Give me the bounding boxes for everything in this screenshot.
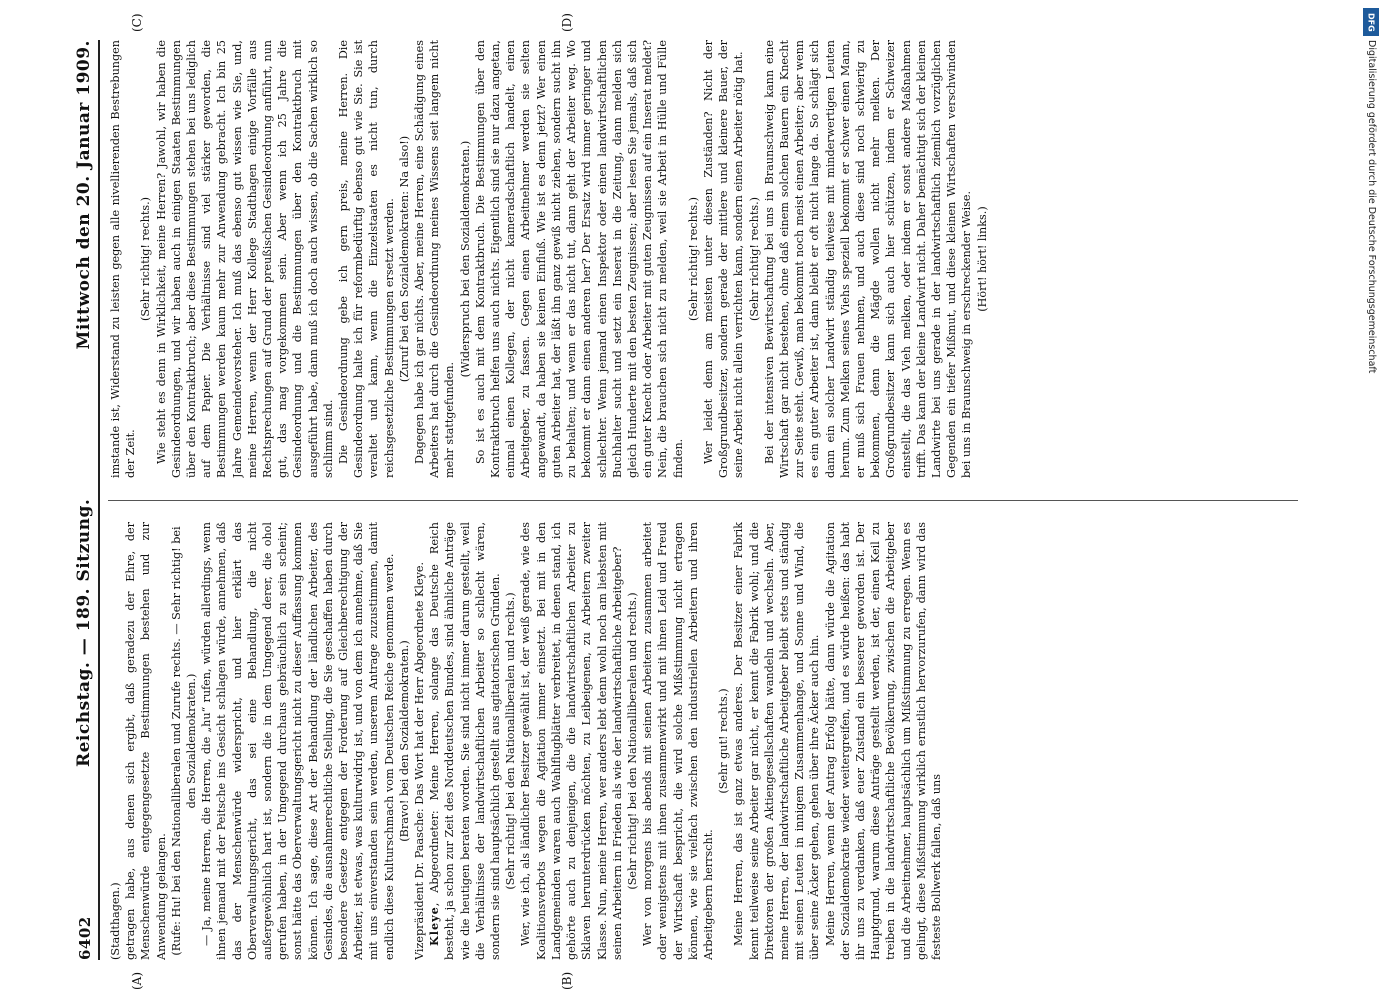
margin-marker-b: (B)	[560, 971, 574, 990]
right-column	[108, 40, 1308, 478]
paragraph: — Ja, meine Herren, die Herren, die „hu“ rufen, würden allerdings, wenn ihnen jemand mit der Peitsche ins Gesicht schlagen würde, annehmen, daß das der Menschenwürde widerspricht, und hier erklärt das Oberverwaltungsgericht, das sei eine Behandlung, die nicht außergewöhnlich hart ist, sondern die in dem Umgegend derer, die ohol gerufen haben, in der Umgegend durchaus gebräuchlich zu sein scheint; sonst hätte das Oberverwaltungsgericht nicht zu dieser Auffassung kommen können. Ich sage, diese Art der Behandlung der ländlichen Arbeiter, des Gesindes, die ausnahmerechtliche Stellung, die Sie geschaffen haben durch besondere Gesetze entgegen der Forderung auf Gleichberechtigung der Arbeiter, ist etwas, was kulturwidrig ist, und von dem ich annehme, daß Sie mit uns einverstanden sein werden, unserem Antrage zuzustimmen, damit endlich diese Kulturschmach vom Deutschen Reiche genommen werde.	[200, 522, 396, 960]
column-divider	[108, 500, 1298, 501]
interjection: (Sehr richtig! rechts.)	[747, 196, 761, 322]
header-title: Reichstag. — 189. Sitzung.	[74, 498, 94, 768]
page-number: 6402	[76, 916, 94, 960]
paragraph: Wer leidet denn am meisten unter diesen Zuständen? Nicht der Großgrundbesitzer, sondern gerade der mittlere und kleinere Bauer, der seine Arbeit nicht allein verrichten kann, sondern einen Arbeiter nötig hat.	[701, 40, 746, 478]
paragraph: Wer von morgens bis abends mit seinen Arbeitern zusammen arbeitet oder wenigstens mit ihnen zusammenwirkt und mit ihnen Leid und Freud der Wirtschaft bespricht, die wird solche Mißstimmung nicht ertragen können, wie sie vielfach zwischen den industriellen Arbeitern und ihren Arbeitgebern herrscht.	[641, 522, 715, 960]
header-rule	[98, 40, 100, 960]
paragraph: Dagegen habe ich gar nichts. Aber, meine Herren, eine Schädigung eines Arbeiters hat durch die Gesindeordnung meines Wissens seit langem nicht mehr stattgefunden.	[413, 40, 457, 478]
paragraph: getragen habe, aus denen sich ergibt, daß geradezu der Ehre, der Menschenwürde entgegengesetzte Bestimmungen bestehen und zur Anwendung gelangen.	[124, 522, 168, 960]
interjection: (Zuruf bei den Sozialdemokraten: Na also!)	[397, 135, 411, 383]
page-header	[60, 40, 94, 960]
margin-marker-d: (D)	[560, 13, 574, 32]
left-column	[108, 522, 1308, 960]
page-content	[60, 13, 1330, 990]
interjection: (Rufe: Hu! bei den Nationalliberalen und Zurufe rechts. — Sehr richtig! bei den Sozialdemokraten.)	[169, 526, 199, 956]
margin-marker-c: (C)	[130, 13, 144, 32]
header-date: Mittwoch den 20. Januar 1909.	[74, 40, 94, 350]
paragraph: Die Gesindeordnung gebe ich gern preis, meine Herren. Die Gesindeordnung halte ich für reformbedürftig ebenso gut wie Sie. Sie ist veraltet und kann, wenn die Einzelstaaten es nicht tun, durch reichsgesetzliche Bestimmungen ersetzt werden.	[337, 40, 396, 478]
speaker-name: Kleye	[427, 906, 442, 946]
interjection: (Hört! hört! links.)	[975, 206, 989, 312]
interjection: (Bravo! bei den Sozialdemokraten.)	[397, 640, 411, 842]
paragraph: Wer, wie ich, als ländlicher Besitzer gewählt ist, der weiß gerade, wie des Koalitionsverbots wegen die Agitation immer einsetzt. Bei mit in den Landgemeinden waren auch Wahlflugblätter verbreitet, in denen stand, ich gehörte auch zu denjenigen, die die landwirtschaftlichen Arbeiter zu Sklaven herunterdrücken möchten, zu Leibeigenen, zu Arbeitern zweiter Klasse. Nun, meine Herren, wer anders lebt denn wohl noch am liebsten mit seinen Arbeitern in Frieden als wie der landwirtschaftliche Arbeitgeber?	[519, 522, 624, 960]
speaker-announcement: Vizepräsident Dr. Paasche: Das Wort hat der Herr Abgeordnete Kleye.	[413, 561, 427, 960]
paragraph: Wie steht es denn in Wirklichkeit, meine Herren? Jawohl, wir haben die Gesindeordnungen, und wir haben auch in einigen Staaten Bestimmungen über den Kontraktbruch; aber diese Bestimmungen stehen bei uns lediglich auf dem Papier. Die Verhältnisse sind viel stärker geworden, die Bestimmungen werden kaum mehr zur Anwendung gebracht. Ich bin 25 Jahre Gemeindevorsteher. Ich muß das ebenso gut wissen wie Sie, und, meine Herren, wenn der Herr Kollege Stadthagen einige Vorfälle aus Rechtsprechungen auf Grund der preußischen Gesindeordnung anführt, nun gut, das mag vorgekommen sein. Aber wenn ich 25 Jahre die Gesindeordnung und die Bestimmungen über den Kontraktbruch mit ausgeführt habe, dann muß ich doch auch wissen, ob die Sachen wirklich so schlimm sind.	[154, 40, 335, 478]
paragraph: Meine Herren, das ist ganz etwas anderes. Der Besitzer einer Fabrik kennt teilweise seine Arbeiter gar nicht, er kennt die Fabrik wohl; und die Direktoren der großen Aktiengesellschaften wandeln und wechseln. Aber, meine Herren, der landwirtschaftliche Arbeitgeber bleibt stets und ständig mit seinen Leuten in innigem Zusammenhange, und Sonne und Wind, die über seine Äcker gehen, gehen über ihre Äcker auch hin.	[732, 522, 822, 960]
margin-marker-a: (A)	[130, 971, 144, 990]
paragraph: Bei der intensiven Bewirtschaftung bei uns in Braunschweig kann eine Wirtschaft gar nicht bestehen, ohne daß einem solchen Bauern ein Knecht zur Seite steht. Gewiß, man bekommt noch meist einen Arbeiter; aber wenn es ein guter Arbeiter ist, dann bleibt er oft nicht lange da. So schlägt sich dann ein solcher Landwirt ständig teilweise mit minderwertigen Leuten herum. Zum Melken seines Viehs speziell bekommt er schwer einen Mann, er muß sich Frauen nehmen, und auch diese sind noch schwierig zu bekommen, denn die Mägde wollen nicht mehr melken. Der Großgrundbesitzer kann sich auch hier schützen, indem er Schweizer einstellt, die das Vieh melken, oder indem er sonst andere Maßnahmen trifft. Das kann der kleine Landwirt nicht. Daher bemächtigt sich der kleinen Landwirte bei uns gerade in der landwirtschaftlich ziemlich vorzüglichen Gegenden ein tiefer Mißmut, und diese kleinen Wirtschaften verschwinden bei uns in Braunschweig in erschreckender Weise.	[762, 40, 974, 478]
interjection: (Widerspruch bei den Sozialdemokraten.)	[458, 140, 472, 378]
paragraph: imstande ist, Widerstand zu leisten gegen alle nivellierenden Bestrebungen der Zeit.	[109, 40, 138, 478]
paragraph: So ist es auch mit dem Kontraktbruch. Die Bestimmungen über den Kontraktbruch helfen uns auch nichts. Eigentlich sind sie nur dazu angetan, einmal einen Kollegen, der nicht kameradschaftlich handelt, einen Arbeitgeber, zu fassen. Gegen einen Arbeitnehmer werden sie selten angewandt, da haben sie keinen Einfluß. Wie ist es denn jetzt? Wer einen guten Arbeiter hat, der läßt ihn ganz gewiß nicht ziehen, sondern sucht ihn zu behalten; und wenn er das nicht tut, dann geht der Arbeiter weg. Wo bekommt er dann einen anderen her? Der Ersatz wird immer geringer und schlechter. Wenn jemand einen Inspektor oder einen landwirtschaftlichen Buchhalter sucht und setzt ein Inserat in die Zeitung, dann melden sich gleich Hunderte mit den besten Zeugnissen; aber lesen Sie jemals, daß sich ein guter Knecht oder Arbeiter mit guten Zeugnissen auf ein Inserat meldet? Nein, die brauchen sich nicht zu melden, weil sie Arbeit in Hülle und Fülle finden.	[473, 40, 685, 478]
digitization-credit	[1361, 40, 1381, 960]
speaker-note: (Stadthagen.)	[109, 882, 122, 960]
interjection: (Sehr richtig! bei den Nationalliberalen und rechts.)	[625, 592, 639, 890]
interjection: (Sehr richtig! bei den Nationalliberalen und rechts.)	[504, 592, 518, 890]
interjection: (Sehr gut! rechts.)	[717, 688, 731, 794]
paragraph: Kleye, Abgeordneter: Meine Herren, solange das Deutsche Reich besteht, ja schon zur Zeit des Norddeutschen Bundes, sind ähnliche Anträge wie die heutigen beraten worden. Sie sind nicht immer darum gestellt, weil die Verhältnisse der landwirtschaftlichen Arbeiter so schlecht wären, sondern sie sind hauptsächlich gestellt aus agitatorischen Gründen.	[427, 522, 503, 960]
credit-text: Digitalisierung gefördert durch die Deutsche Forschungsgemeinschaft	[1366, 40, 1377, 374]
dfg-logo: DFG	[1363, 8, 1379, 36]
interjection: (Sehr richtig! rechts.)	[686, 196, 700, 322]
interjection: (Sehr richtig! rechts.)	[139, 196, 153, 322]
paragraph: Meine Herren, wenn der Antrag Erfolg hätte, dann würde die Agitation der Sozialdemokratie wieder weitergreifen, und es würde heißen: das habt ihr uns zu verdanken, daß euer Zustand ein besserer geworden ist. Der Hauptgrund, warum diese Anträge gestellt werden, ist der, einen Keil zu treiben in die landwirtschaftliche Bevölkerung, zwischen die Arbeitgeber und die Arbeitnehmer, hauptsächlich um Mißstimmung zu erregen. Wenn es gelingt, diese Mißstimmung wirklich ernstlich hervorzurufen, dann wird das festeste Bollwerk fallen, daß uns	[823, 522, 943, 960]
